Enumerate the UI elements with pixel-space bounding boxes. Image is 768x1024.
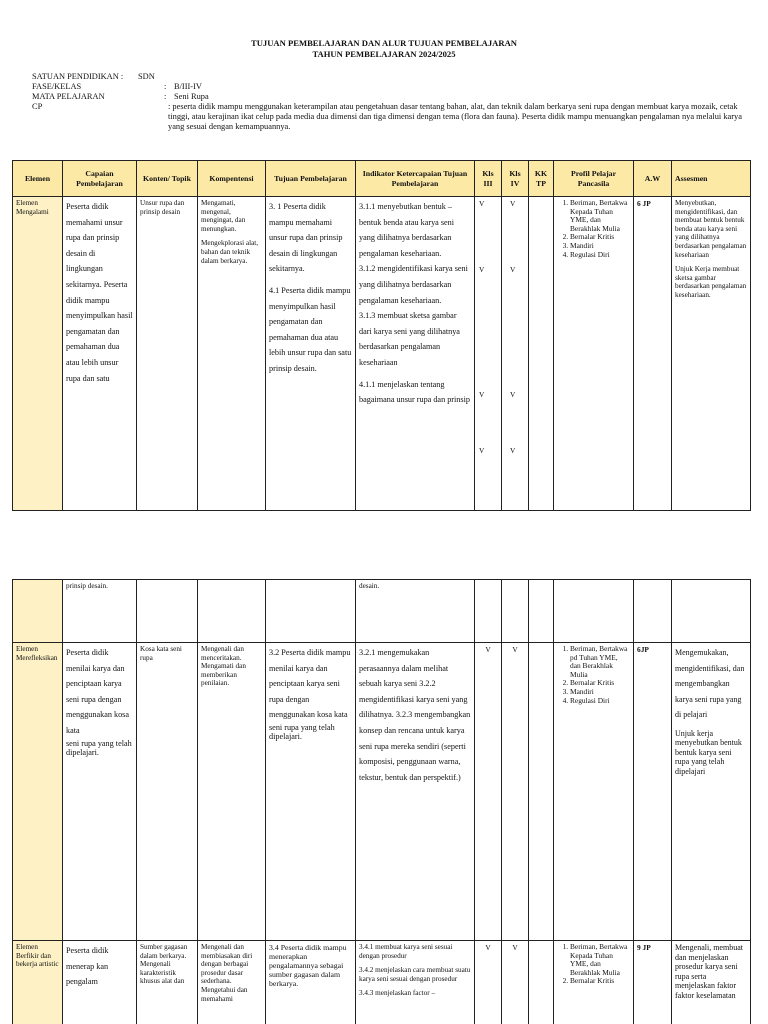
table-row	[13, 197, 751, 511]
header-kls-4: Kls IV	[502, 161, 529, 197]
list-item: 1. Beriman, Bertakwa Kepada Tuhan YME, dan Berakhlak Mulia	[570, 199, 630, 233]
cp-value: : peserta didik mampu menggunakan keterampilan atau pengetahuan dasar tentang bahan, alat, dan teknik dalam berkarya seni rupa dengan membuat karya mozaik, cetak tinggi, atau kerajinan ikat celup pada media dua dimensi dan tiga dimensi dengan tema (flora dan fauna). Peserta didik mampu menuangkan pengalaman nya melalui karya yang sesuai dengan kemampuannya.	[168, 102, 742, 131]
profil-list	[557, 199, 630, 259]
cell-profil	[554, 643, 634, 941]
table-header-row	[13, 161, 751, 197]
cell-konten: Unsur rupa dan prinsip desain	[137, 197, 198, 511]
list-item: 2. Bernalar Kritis	[570, 679, 630, 688]
cell-kls4-checks: V	[502, 643, 529, 941]
cell-capaian: Peserta didik menerap kan pengalam	[63, 941, 137, 1024]
cell-kktp	[529, 643, 554, 941]
info-mapel	[32, 92, 748, 102]
cell-konten	[137, 580, 198, 643]
check-mark: V	[479, 199, 485, 208]
header-indikator: Indikator Ketercapaian Tujuan Pembelajaran	[356, 161, 475, 197]
cell-capaian: prinsip desain.	[63, 580, 137, 643]
cell-tujuan: 3. 1 Peserta didik mampu memahami unsur rupa dan prinsip desain di lingkungan sekitarnya. 4.1 Peserta didik mampu menyimpulkan hasil pengamatan dan pemahaman dua atau lebih unsur rupa dan satu prinsip desain.	[266, 197, 356, 511]
header-aw: A.W	[634, 161, 672, 197]
satuan-label: SATUAN PENDIDIKAN :	[32, 72, 124, 81]
cell-capaian: Peserta didik memahami unsur rupa dan prinsip desain di lingkungan sekitarnya. Peserta didik mampu menyimpulkan hasil pengamatan dan pemahaman dua atau lebih unsur rupa dan satu	[63, 197, 137, 511]
cell-kls4-checks: V	[502, 941, 529, 1024]
check-mark: V	[510, 390, 516, 399]
table-row	[13, 643, 751, 941]
cell-kls4	[502, 580, 529, 643]
cp-label: CP	[32, 102, 43, 111]
mapel-value: Seni Rupa	[174, 92, 209, 101]
cell-asesmen: Mengemukakan, mengidentifikasi, dan mengembangkan karya seni rupa yang di pelajari Unjuk kerja menyebutkan bentuk bentuk karya seni rupa yang telah dipelajari	[672, 643, 751, 941]
cell-indikator: 3.4.1 membuat karya seni sesuai dengan prosedur 3.4.2 menjelaskan cara membuat suatu karya seni sesuai dengan prosedur 3.4.3 menjelaskan factor –	[356, 941, 475, 1024]
fase-value: B/III-IV	[174, 82, 202, 91]
table-row-continued	[13, 580, 751, 643]
cell-kktp	[529, 941, 554, 1024]
table-row	[13, 941, 751, 1024]
cell-kls3-checks	[475, 197, 502, 511]
cell-profil	[554, 580, 634, 643]
header-kompetensi: Kompentensi	[198, 161, 266, 197]
cell-indikator: 3.2.1 mengemukakan perasaannya dalam melihat sebuah karya seni 3.2.2 mengidentifikasi karya seni yang dilihatnya. 3.2.3 mengembangkan konsep dan rencana untuk karya seni rupa mereka sendiri (seperti komposisi, penggunaan warna, tekstur, bentuk dan perspektif.)	[356, 643, 475, 941]
cell-kompetensi	[198, 580, 266, 643]
cell-elemen	[13, 580, 63, 643]
cell-konten: Sumber gagasan dalam berkarya. Mengenali karakteristik khusus alat dan	[137, 941, 198, 1024]
check-mark: V	[479, 265, 485, 274]
info-cp	[32, 102, 748, 132]
title-line-1: TUJUAN PEMBELAJARAN DAN ALUR TUJUAN PEMBELAJARAN	[250, 38, 518, 48]
cell-asesmen	[672, 580, 751, 643]
check-mark: V	[510, 446, 516, 455]
cell-kompetensi: Mengenali dan membiasakan diri dengan berbagai prosedur dasar sederhana. Mengetahui dan memahami	[198, 941, 266, 1024]
header-tujuan: Tujuan Pembelajaran	[266, 161, 356, 197]
list-item: 4. Regulasi Diri	[570, 251, 630, 260]
cell-tujuan: 3.4 Peserta didik mampu menerapkan pengalamannya sebagai sumber gagasan dalam berkarya.	[266, 941, 356, 1024]
header-asesmen: Assesmen	[672, 161, 751, 197]
profil-list	[557, 645, 630, 705]
list-item: 1. Beriman, Bertakwa Kepada Tuhan YME, dan Berakhlak Mulia	[570, 943, 630, 977]
header-kls-3: Kls III	[475, 161, 502, 197]
list-item: 1. Beriman, Bertakwa pd Tuhan YME, dan Berakhlak Mulia	[570, 645, 630, 679]
check-mark: V	[510, 199, 516, 208]
cell-aw: 6JP	[634, 643, 672, 941]
tp-table-page-1	[12, 160, 751, 511]
cell-elemen: Elemen Mengalami	[13, 197, 63, 511]
fase-colon: :	[164, 82, 167, 91]
cell-kompetensi: Mengamati, mengenal, mengingat, dan menungkan. Mengekplorasi alat, bahan dan teknik dalam berkarya.	[198, 197, 266, 511]
list-item: 3. Mandiri	[570, 242, 630, 251]
title-line-2: TAHUN PEMBELAJARAN 2024/2025	[312, 49, 456, 59]
cell-indikator: 3.1.1 menyebutkan bentuk – bentuk benda atau karya seni yang dilihatnya berdasarkan pengalaman kesehariaan. 3.1.2 mengidentifikasi karya seni yang dilihatnya berdasarkan pengalaman kesehariaan. 3.1.3 membuat sketsa gambar dari karya seni yang dilihatnya berdasarkan pengalaman kesehariaan 4.1.1 menjelaskan tentang bagaimana unsur rupa dan prinsip	[356, 197, 475, 511]
cell-kls3	[475, 580, 502, 643]
mapel-label: MATA PELAJARAN	[32, 92, 105, 101]
list-item: 3. Mandiri	[570, 688, 630, 697]
fase-label: FASE/KELAS	[32, 82, 82, 91]
cell-asesmen: Mengenali, membuat dan menjelaskan prosedur karya seni rupa serta menjelaskan faktor faktor keselamatan	[672, 941, 751, 1024]
list-item: 4. Regulasi Diri	[570, 697, 630, 706]
check-mark: V	[479, 446, 485, 455]
document-title	[0, 38, 768, 60]
cell-elemen: Elemen Berfikir dan bekerja artistic	[13, 941, 63, 1024]
cell-profil	[554, 941, 634, 1024]
header-elemen: Elemen	[13, 161, 63, 197]
cell-kls3-checks: V	[475, 941, 502, 1024]
profil-list	[557, 943, 630, 986]
list-item: 2. Bernalar Kritis	[570, 977, 630, 986]
cell-aw	[634, 580, 672, 643]
header-capaian: Capaian Pembelajaran	[63, 161, 137, 197]
cell-asesmen: Menyebutkan, mengidentifikasi, dan membuat bentuk bentuk benda atau karya seni yang dilihatnya berdasarkan pengalaman kesehariaan Unjuk Kerja membuat sketsa gambar berdasarkan pengalaman kesehariaan.	[672, 197, 751, 511]
cell-kompetensi: Mengenali dan menceritakan. Mengamati dan memberikan penilaian.	[198, 643, 266, 941]
cell-aw: 9 JP	[634, 941, 672, 1024]
header-profil: Profil Pelajar Pancasila	[554, 161, 634, 197]
cell-kls3-checks: V	[475, 643, 502, 941]
list-item: 2. Bernalar Kritis	[570, 233, 630, 242]
mapel-colon: :	[164, 92, 167, 101]
tp-table-page-2	[12, 579, 751, 1024]
cell-indikator: desain.	[356, 580, 475, 643]
cell-tujuan: 3.2 Peserta didik mampu menilai karya dan penciptaan karya seni rupa dengan menggunakan kosa kata seni rupa yang telah dipelajari.	[266, 643, 356, 941]
check-mark: V	[510, 265, 516, 274]
check-mark: V	[479, 390, 485, 399]
cell-kls4-checks	[502, 197, 529, 511]
header-kktp: KK TP	[529, 161, 554, 197]
info-fase	[32, 82, 748, 92]
cell-kktp	[529, 197, 554, 511]
document-info	[32, 72, 748, 132]
cell-elemen: Elemen Merefleksikan	[13, 643, 63, 941]
cell-kktp	[529, 580, 554, 643]
header-konten: Konten/ Topik	[137, 161, 198, 197]
satuan-value: SDN	[138, 72, 155, 81]
cell-tujuan	[266, 580, 356, 643]
info-satuan	[32, 72, 748, 82]
cell-profil	[554, 197, 634, 511]
cell-konten: Kosa kata seni rupa	[137, 643, 198, 941]
cell-aw: 6 JP	[634, 197, 672, 511]
cell-capaian: Peserta didik menilai karya dan penciptaan karya seni rupa dengan menggunakan kosa kata seni rupa yang telah dipelajari.	[63, 643, 137, 941]
